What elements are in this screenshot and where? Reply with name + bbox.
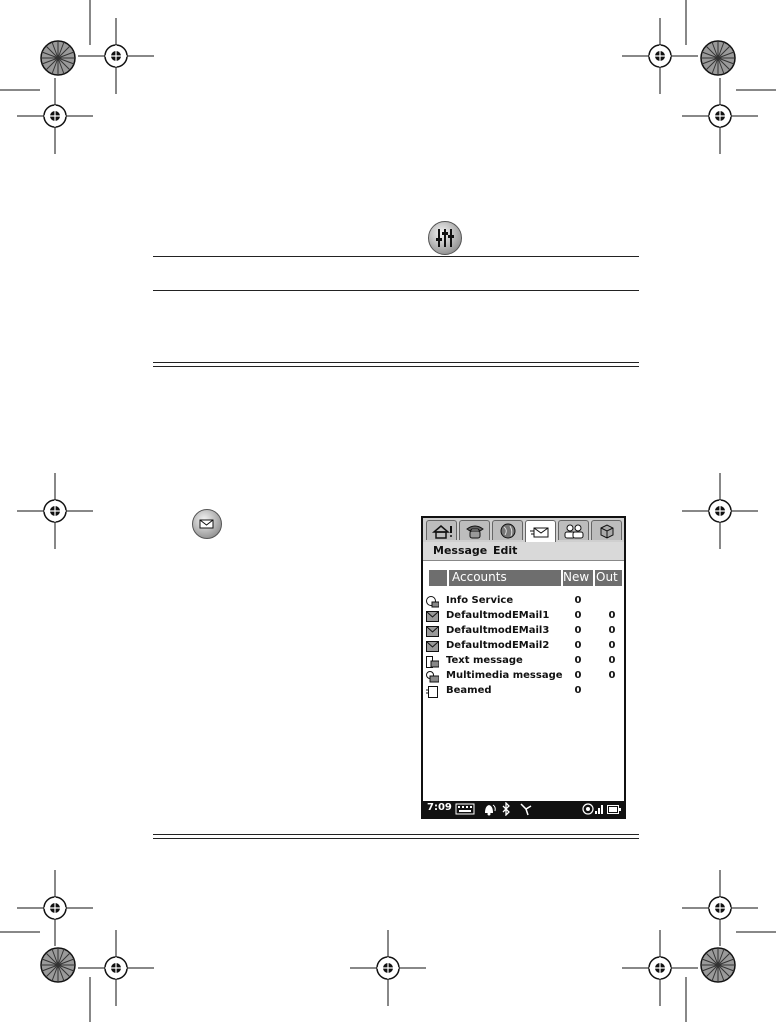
multimedia-message-icon xyxy=(426,671,439,682)
new-header[interactable] xyxy=(563,570,593,586)
account-name: DefaultmodEMail1 xyxy=(446,610,550,621)
rule-2 xyxy=(153,290,639,291)
tab-web[interactable] xyxy=(492,520,523,540)
account-name: Beamed xyxy=(446,685,492,696)
new-count: 0 xyxy=(574,610,582,621)
out-header-label: Out xyxy=(596,570,618,584)
beamed-icon xyxy=(426,686,439,697)
list-item[interactable] xyxy=(426,610,622,625)
app-tab-bar xyxy=(423,518,624,543)
list-item[interactable] xyxy=(426,685,622,700)
out-count: 0 xyxy=(608,610,616,621)
menu-message[interactable]: Message xyxy=(433,544,488,557)
accounts-header[interactable] xyxy=(449,570,561,586)
new-count: 0 xyxy=(574,670,582,681)
new-count: 0 xyxy=(574,595,582,606)
out-count: 0 xyxy=(608,625,616,636)
signal-strength-icon xyxy=(594,804,604,814)
tab-phone[interactable] xyxy=(459,520,490,540)
rule-4b xyxy=(153,838,639,839)
envelope-icon xyxy=(426,641,439,652)
out-count: 0 xyxy=(608,640,616,651)
tab-box[interactable] xyxy=(591,520,622,540)
messaging-icon xyxy=(529,523,553,541)
list-item[interactable] xyxy=(426,655,622,670)
globe-icon xyxy=(499,523,517,539)
new-count: 0 xyxy=(574,655,582,666)
keyboard-icon[interactable] xyxy=(455,803,475,815)
bluetooth-icon xyxy=(501,802,511,816)
accounts-header-label: Accounts xyxy=(452,570,507,584)
phone-icon xyxy=(464,523,486,539)
header-spacer xyxy=(429,570,447,586)
text-message-icon xyxy=(426,656,439,667)
account-name: DefaultmodEMail3 xyxy=(446,625,550,636)
menu-edit[interactable]: Edit xyxy=(493,544,518,557)
new-header-label: New xyxy=(563,570,590,584)
menu-bar xyxy=(423,542,624,561)
account-name: Text message xyxy=(446,655,523,666)
account-name: DefaultmodEMail2 xyxy=(446,640,550,651)
box-icon xyxy=(598,523,616,539)
account-name: Multimedia message xyxy=(446,670,563,681)
rule-3b xyxy=(153,366,639,367)
tab-messaging[interactable] xyxy=(525,520,556,542)
tab-home-alert[interactable] xyxy=(426,520,457,540)
out-count: 0 xyxy=(608,655,616,666)
list-item[interactable] xyxy=(426,670,622,685)
envelope-icon xyxy=(426,611,439,622)
new-count: 0 xyxy=(574,685,582,696)
alarm-bell-icon xyxy=(481,802,497,816)
new-count: 0 xyxy=(574,640,582,651)
new-count: 0 xyxy=(574,625,582,636)
rule-4a xyxy=(153,834,639,835)
settings-sliders-icon xyxy=(428,221,462,255)
out-header[interactable] xyxy=(595,570,622,586)
network-icon xyxy=(582,803,594,815)
list-item[interactable] xyxy=(426,595,622,610)
account-name: Info Service xyxy=(446,595,514,606)
rule-top xyxy=(153,256,639,257)
rule-3a xyxy=(153,362,639,363)
list-item[interactable] xyxy=(426,625,622,640)
tab-contacts[interactable] xyxy=(558,520,589,540)
contacts-icon xyxy=(563,523,585,539)
messaging-app-icon xyxy=(192,509,222,539)
list-item[interactable] xyxy=(426,640,622,655)
out-count: 0 xyxy=(608,670,616,681)
home-alert-icon xyxy=(431,523,453,539)
envelope-icon xyxy=(426,626,439,637)
battery-icon xyxy=(607,805,621,814)
phone-screen xyxy=(421,516,626,819)
info-service-icon xyxy=(426,596,439,607)
clock: 7:09 xyxy=(427,802,452,813)
signal-star-icon xyxy=(519,802,533,816)
status-bar xyxy=(423,801,624,817)
